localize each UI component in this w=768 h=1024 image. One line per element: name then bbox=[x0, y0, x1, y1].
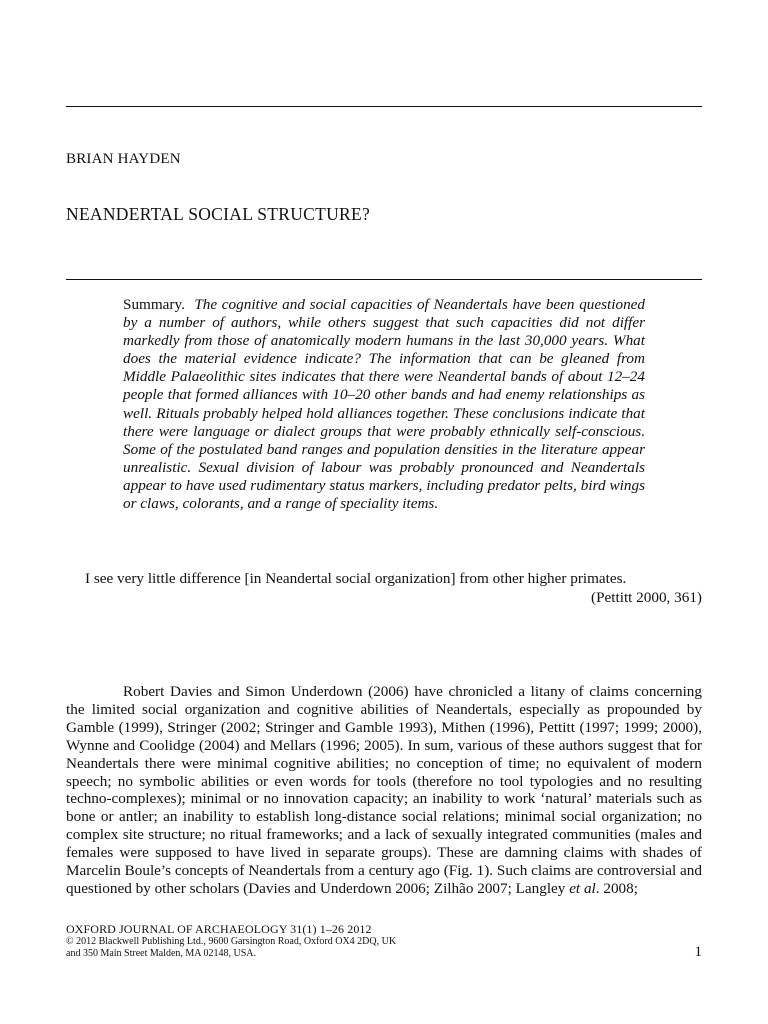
body-paragraph bbox=[66, 683, 702, 898]
author-name: BRIAN HAYDEN bbox=[66, 151, 181, 167]
body-text-end: . 2008; bbox=[595, 879, 638, 897]
top-rule bbox=[66, 106, 702, 107]
body-text-main: Robert Davies and Simon Underdown (2006) have chronicled a litany of claims concerning the limited social organization and cognitive abilities of Neandertals, especially as propounded by Gamble (1999), Stringer (2002; Stringer and Gamble 1993), Mithen (1996), Pettitt (1997; 1999; 2000), Wynne and Coolidge (2004) and Mellars (1996; 2005). In sum, various of these authors suggest that for Neandertals there were minimal cognitive abilities; no conception of time; no equivalent of modern speech; no symbolic abilities or even words for tools (therefore no tool typologies and no resulting techno-complexes); minimal or no innovation capacity; an inability to work ‘natural’ materials such as bone or antler; an inability to establish long-distance social relations; minimal social organization; no complex site structure; no ritual frameworks; and a lack of sexually integrated communities (males and females were supposed to have lived in separate groups). These are damning claims with shades of Marcelin Boule’s concepts of Neandertals from a century ago (Fig. 1). Such claims are controversial and questioned by other scholars (Davies and Underdown 2006; Zilhão 2007; Langley bbox=[66, 683, 702, 897]
copyright-line-1: © 2012 Blackwell Publishing Ltd., 9600 Garsington Road, Oxford OX4 2DQ, UK bbox=[66, 936, 397, 947]
summary-label: Summary. bbox=[123, 296, 185, 313]
copyright-line-2: and 350 Main Street Malden, MA 02148, USA. bbox=[66, 948, 256, 959]
body-text-italic: et al bbox=[569, 879, 596, 897]
summary-text: The cognitive and social capacities of Neandertals have been questioned by a number of authors, while others suggest that such capacities did not differ markedly from those of anatomically modern humans in the last 30,000 years. What does the material evidence indicate? The information that can be gleaned from Middle Palaeolithic sites indicates that there were Neandertal bands of about 12–24 people that formed alliances with 10–20 other bands and had enemy relationships as well. Rituals probably helped hold alliances together. These conclusions indicate that there were language or dialect groups that were probably ethnically self-conscious. Some of the postulated band ranges and population densities in the literature appear unrealistic. Sexual division of labour was probably pronounced and Neandertals appear to have used rudimentary status markers, including predator pelts, bird wings or claws, colorants, and a range of speciality items. bbox=[123, 296, 646, 513]
article-title: NEANDERTAL SOCIAL STRUCTURE? bbox=[66, 204, 371, 224]
page-footer bbox=[66, 922, 702, 960]
summary-block bbox=[123, 296, 645, 513]
epigraph bbox=[66, 570, 702, 607]
epigraph-quote: I see very little difference [in Neandertal social organization] from other higher primates. bbox=[85, 570, 627, 587]
journal-citation: OXFORD JOURNAL OF ARCHAEOLOGY 31(1) 1–26 2012 bbox=[66, 922, 372, 936]
page-number: 1 bbox=[694, 944, 702, 960]
title-rule bbox=[66, 279, 702, 280]
epigraph-citation: (Pettitt 2000, 361) bbox=[591, 588, 702, 606]
